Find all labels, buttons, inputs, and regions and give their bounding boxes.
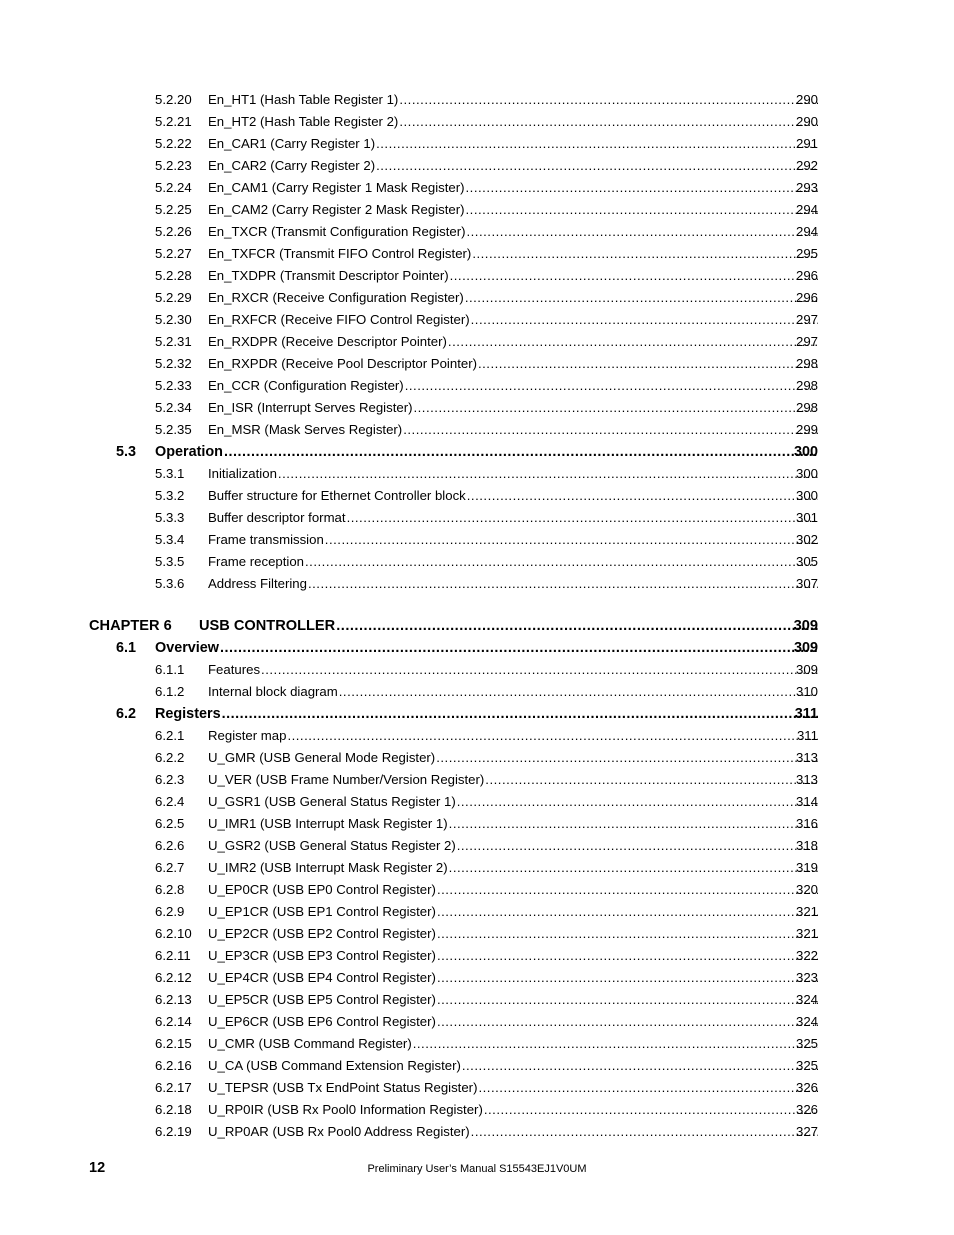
toc-entry-number: 6.2.4 <box>155 794 185 809</box>
dot-leader <box>447 331 818 353</box>
toc-entry-number: 5.2.20 <box>155 92 192 107</box>
toc-entry-title: En_CAR1 (Carry Register 1) <box>208 136 376 151</box>
dot-leader <box>449 265 818 287</box>
page-number: 12 <box>89 1160 106 1176</box>
toc-entry-page: 297 <box>795 334 818 349</box>
dot-leader <box>223 441 818 463</box>
toc-entry-page: 326 <box>795 1102 818 1117</box>
toc-entry-title: Buffer descriptor format <box>208 510 346 525</box>
dot-leader <box>483 1099 818 1121</box>
toc-entry-page: 319 <box>795 860 818 875</box>
toc-entry-title: En_MSR (Mask Serves Register) <box>208 422 403 437</box>
dot-leader <box>436 1011 818 1033</box>
toc-entry-sub[interactable] <box>0 681 954 703</box>
toc-entry-sub[interactable] <box>0 1011 954 1033</box>
toc-entry-title: U_RP0IR (USB Rx Pool0 Information Register) <box>208 1102 483 1117</box>
toc-entry-sub[interactable] <box>0 375 954 397</box>
dot-leader <box>346 507 818 529</box>
toc-entry-number: 6.2.12 <box>155 970 192 985</box>
toc-entry-number: 6.1 <box>116 640 137 656</box>
toc-entry-number: 6.2.18 <box>155 1102 192 1117</box>
toc-entry-sub[interactable] <box>0 879 954 901</box>
toc-entry-title: En_CAM2 (Carry Register 2 Mask Register) <box>208 202 465 217</box>
dot-leader <box>436 945 818 967</box>
toc-entry-title: U_GMR (USB General Mode Register) <box>208 750 436 765</box>
toc-entry-title: Initialization <box>208 466 277 481</box>
page-footer <box>0 1158 954 1182</box>
toc-entry-title: U_GSR1 (USB General Status Register 1) <box>208 794 456 809</box>
toc-entry-page: 313 <box>795 750 818 765</box>
toc-entry-number: 5.2.33 <box>155 378 192 393</box>
toc-entry-page: 324 <box>795 1014 818 1029</box>
toc-entry-page: 316 <box>795 816 818 831</box>
toc-entry-title: U_IMR1 (USB Interrupt Mask Register 1) <box>208 816 448 831</box>
toc-entry-sub[interactable] <box>0 747 954 769</box>
toc-entry-title: En_CAR2 (Carry Register 2) <box>208 158 376 173</box>
dot-leader <box>277 463 818 485</box>
dot-leader <box>484 769 818 791</box>
toc-entry-title: Registers <box>155 706 221 722</box>
toc-entry-sub[interactable] <box>0 287 954 309</box>
toc-entry-page: 313 <box>795 772 818 787</box>
dot-leader <box>338 681 818 703</box>
toc-entry-number: 6.2 <box>116 706 137 722</box>
toc-entry-section[interactable] <box>0 637 954 659</box>
dot-leader <box>464 287 818 309</box>
dot-leader <box>470 309 818 331</box>
toc-entry-page: 300 <box>795 466 818 481</box>
toc-entry-title: Address Filtering <box>208 576 307 591</box>
toc-entry-number: 5.3.6 <box>155 576 185 591</box>
toc-entry-page: 292 <box>795 158 818 173</box>
toc-entry-number: 5.3.1 <box>155 466 185 481</box>
dot-leader <box>436 879 818 901</box>
toc-entry-title: En_RXDPR (Receive Descriptor Pointer) <box>208 334 447 349</box>
document-title: Preliminary User’s Manual S15543EJ1V0UM <box>367 1163 587 1175</box>
toc-entry-number: 6.1.1 <box>155 662 185 677</box>
toc-entry-number: 6.2.11 <box>155 948 191 963</box>
dot-leader <box>477 1077 818 1099</box>
toc-entry-title: Internal block diagram <box>208 684 338 699</box>
dot-leader <box>436 967 818 989</box>
toc-entry-sub[interactable] <box>0 769 954 791</box>
toc-entry-page: 297 <box>795 312 818 327</box>
toc-entry-sub[interactable] <box>0 551 954 573</box>
toc-entry-number: 5.3 <box>116 444 137 460</box>
toc-entry-title: En_HT2 (Hash Table Register 2) <box>208 114 399 129</box>
toc-entry-title: En_RXCR (Receive Configuration Register) <box>208 290 464 305</box>
toc-entry-page: 301 <box>795 510 818 525</box>
toc-entry-section[interactable] <box>0 441 954 463</box>
toc-entry-page: 309 <box>795 662 818 677</box>
dot-leader <box>324 529 818 551</box>
toc-entry-title: En_TXCR (Transmit Configuration Register) <box>208 224 466 239</box>
dot-leader <box>221 703 818 725</box>
toc-entry-sub[interactable] <box>0 265 954 287</box>
dot-leader <box>412 1033 818 1055</box>
toc-entry-title: Buffer structure for Ethernet Controller block <box>208 488 466 503</box>
toc-entry-title: En_TXDPR (Transmit Descriptor Pointer) <box>208 268 449 283</box>
toc-entry-page: 320 <box>795 882 818 897</box>
dot-leader <box>436 989 818 1011</box>
toc-entry-page: 327 <box>795 1124 818 1139</box>
toc-entry-title: U_TEPSR (USB Tx EndPoint Status Register) <box>208 1080 478 1095</box>
toc-entry-page: 321 <box>795 926 818 941</box>
toc-entry-sub[interactable] <box>0 1033 954 1055</box>
toc-entry-number: 6.2.7 <box>155 860 185 875</box>
toc-entry-sub[interactable] <box>0 463 954 485</box>
toc-entry-sub[interactable] <box>0 1121 954 1143</box>
dot-leader <box>436 901 818 923</box>
table-of-contents <box>0 89 954 1143</box>
toc-entry-title: U_EP6CR (USB EP6 Control Register) <box>208 1014 436 1029</box>
toc-entry-sub[interactable] <box>0 199 954 221</box>
dot-leader <box>398 111 818 133</box>
toc-entry-number: 6.2.17 <box>155 1080 192 1095</box>
toc-entry-page: 298 <box>795 400 818 415</box>
toc-entry-title: U_EP4CR (USB EP4 Control Register) <box>208 970 436 985</box>
toc-entry-page: 299 <box>795 422 818 437</box>
toc-entry-number: 6.2.19 <box>155 1124 192 1139</box>
toc-entry-number: 5.2.24 <box>155 180 192 195</box>
toc-entry-page: 309 <box>793 640 818 656</box>
toc-entry-sub[interactable] <box>0 111 954 133</box>
dot-leader <box>260 659 818 681</box>
toc-entry-title: En_CCR (Configuration Register) <box>208 378 404 393</box>
toc-entry-title: U_VER (USB Frame Number/Version Register) <box>208 772 485 787</box>
dot-leader <box>461 1055 818 1077</box>
dot-leader <box>435 747 818 769</box>
toc-entry-number: 5.2.27 <box>155 246 192 261</box>
toc-entry-sub[interactable] <box>0 353 954 375</box>
toc-entry-sub[interactable] <box>0 485 954 507</box>
toc-entry-title: U_CA (USB Command Extension Register) <box>208 1058 461 1073</box>
toc-entry-page: 307 <box>795 576 818 591</box>
toc-entry-title: En_RXFCR (Receive FIFO Control Register) <box>208 312 470 327</box>
toc-entry-sub[interactable] <box>0 177 954 199</box>
toc-entry-page: 290 <box>795 114 818 129</box>
toc-entry-page: 311 <box>794 706 818 722</box>
toc-entry-sub[interactable] <box>0 813 954 835</box>
toc-entry-page: 298 <box>795 356 818 371</box>
dot-leader <box>456 835 818 857</box>
toc-entry-number: 6.2.5 <box>155 816 185 831</box>
toc-entry-sub[interactable] <box>0 309 954 331</box>
toc-entry-title: U_CMR (USB Command Register) <box>208 1036 412 1051</box>
toc-entry-number: 5.2.25 <box>155 202 192 217</box>
dot-leader <box>402 419 818 441</box>
toc-entry-number: 6.2.9 <box>155 904 185 919</box>
toc-entry-number: 6.2.13 <box>155 992 192 1007</box>
dot-leader <box>448 857 818 879</box>
toc-entry-number: CHAPTER 6 <box>89 618 172 634</box>
toc-entry-title: U_EP1CR (USB EP1 Control Register) <box>208 904 436 919</box>
toc-entry-title: Operation <box>155 444 223 460</box>
dot-leader <box>477 353 818 375</box>
dot-leader <box>375 155 818 177</box>
toc-entry-page: 321 <box>795 904 818 919</box>
dot-leader <box>466 485 818 507</box>
dot-leader <box>307 573 818 595</box>
toc-entry-number: 5.2.35 <box>155 422 192 437</box>
toc-entry-sub[interactable] <box>0 1099 954 1121</box>
dot-leader <box>398 89 818 111</box>
toc-entry-sub[interactable] <box>0 1055 954 1077</box>
dot-leader <box>286 725 818 747</box>
toc-entry-page: 311 <box>796 728 818 743</box>
toc-entry-page: 298 <box>795 378 818 393</box>
dot-leader <box>412 397 818 419</box>
toc-entry-page: 323 <box>795 970 818 985</box>
toc-entry-number: 5.3.5 <box>155 554 185 569</box>
toc-entry-number: 5.2.29 <box>155 290 192 305</box>
toc-entry-page: 296 <box>795 268 818 283</box>
toc-entry-sub[interactable] <box>0 1077 954 1099</box>
toc-entry-number: 5.2.31 <box>155 334 192 349</box>
dot-leader <box>436 923 818 945</box>
dot-leader <box>375 133 818 155</box>
dot-leader <box>456 791 818 813</box>
toc-entry-title: U_EP0CR (USB EP0 Control Register) <box>208 882 436 897</box>
toc-entry-number: 5.2.28 <box>155 268 192 283</box>
dot-leader <box>219 637 818 659</box>
toc-entry-number: 6.1.2 <box>155 684 185 699</box>
toc-entry-section[interactable] <box>0 703 954 725</box>
toc-entry-number: 5.3.4 <box>155 532 185 547</box>
dot-leader <box>465 199 819 221</box>
toc-entry-page: 324 <box>795 992 818 1007</box>
toc-entry-number: 6.2.3 <box>155 772 185 787</box>
toc-entry-title: U_EP3CR (USB EP3 Control Register) <box>208 948 436 963</box>
toc-entry-sub[interactable] <box>0 133 954 155</box>
toc-entry-sub[interactable] <box>0 659 954 681</box>
dot-leader <box>465 177 819 199</box>
toc-entry-page: 296 <box>795 290 818 305</box>
toc-entry-sub[interactable] <box>0 967 954 989</box>
toc-entry-title: U_EP2CR (USB EP2 Control Register) <box>208 926 436 941</box>
toc-entry-number: 5.3.2 <box>155 488 185 503</box>
toc-entry-sub[interactable] <box>0 791 954 813</box>
toc-entry-page: 294 <box>795 224 818 239</box>
toc-entry-number: 6.2.15 <box>155 1036 192 1051</box>
toc-entry-sub[interactable] <box>0 221 954 243</box>
toc-entry-title: En_CAM1 (Carry Register 1 Mask Register) <box>208 180 465 195</box>
toc-entry-sub[interactable] <box>0 331 954 353</box>
toc-entry-title: U_GSR2 (USB General Status Register 2) <box>208 838 456 853</box>
toc-entry-page: 295 <box>795 246 818 261</box>
toc-entry-number: 6.2.16 <box>155 1058 192 1073</box>
toc-entry-title: U_IMR2 (USB Interrupt Mask Register 2) <box>208 860 448 875</box>
toc-entry-title: En_ISR (Interrupt Serves Register) <box>208 400 413 415</box>
toc-entry-sub[interactable] <box>0 529 954 551</box>
toc-entry-page: 290 <box>795 92 818 107</box>
toc-entry-sub[interactable] <box>0 901 954 923</box>
dot-leader <box>470 1121 818 1143</box>
toc-entry-number: 6.2.2 <box>155 750 185 765</box>
toc-entry-sub[interactable] <box>0 243 954 265</box>
toc-entry-sub[interactable] <box>0 989 954 1011</box>
toc-entry-number: 5.2.26 <box>155 224 192 239</box>
toc-entry-sub[interactable] <box>0 725 954 747</box>
toc-entry-page: 325 <box>795 1036 818 1051</box>
toc-entry-sub[interactable] <box>0 419 954 441</box>
toc-entry-chapter[interactable] <box>0 615 954 637</box>
toc-entry-page: 325 <box>795 1058 818 1073</box>
toc-entry-number: 6.2.6 <box>155 838 185 853</box>
toc-entry-title: USB CONTROLLER <box>199 618 336 634</box>
toc-entry-page: 305 <box>795 554 818 569</box>
toc-entry-title: En_TXFCR (Transmit FIFO Control Register) <box>208 246 472 261</box>
toc-entry-page: 322 <box>795 948 818 963</box>
toc-entry-page: 302 <box>795 532 818 547</box>
toc-entry-number: 6.2.10 <box>155 926 192 941</box>
toc-entry-number: 5.2.21 <box>155 114 192 129</box>
toc-entry-sub[interactable] <box>0 397 954 419</box>
toc-entry-title: U_RP0AR (USB Rx Pool0 Address Register) <box>208 1124 470 1139</box>
toc-entry-number: 5.2.22 <box>155 136 192 151</box>
toc-entry-page: 309 <box>793 618 818 634</box>
toc-entry-page: 300 <box>793 444 818 460</box>
toc-entry-number: 5.2.30 <box>155 312 192 327</box>
toc-entry-number: 6.2.8 <box>155 882 185 897</box>
toc-entry-sub[interactable] <box>0 857 954 879</box>
toc-entry-sub[interactable] <box>0 923 954 945</box>
toc-entry-sub[interactable] <box>0 155 954 177</box>
toc-entry-number: 5.3.3 <box>155 510 185 525</box>
toc-entry-sub[interactable] <box>0 945 954 967</box>
toc-entry-title: En_RXPDR (Receive Pool Descriptor Pointer) <box>208 356 477 371</box>
toc-entry-sub[interactable] <box>0 89 954 111</box>
toc-entry-page: 326 <box>795 1080 818 1095</box>
toc-entry-number: 6.2.1 <box>155 728 185 743</box>
toc-entry-page: 318 <box>795 838 818 853</box>
toc-entry-number: 5.2.23 <box>155 158 192 173</box>
dot-leader <box>465 221 818 243</box>
toc-entry-page: 293 <box>795 180 818 195</box>
toc-entry-sub[interactable] <box>0 835 954 857</box>
dot-leader <box>471 243 818 265</box>
toc-entry-page: 291 <box>795 136 818 151</box>
toc-entry-title: Features <box>208 662 261 677</box>
toc-entry-title: En_HT1 (Hash Table Register 1) <box>208 92 399 107</box>
toc-entry-title: Frame reception <box>208 554 305 569</box>
toc-entry-number: 5.2.32 <box>155 356 192 371</box>
toc-entry-sub[interactable] <box>0 507 954 529</box>
toc-entry-page: 314 <box>795 794 818 809</box>
dot-leader <box>335 615 818 637</box>
toc-entry-title: Register map <box>208 728 287 743</box>
toc-entry-title: Overview <box>155 640 219 656</box>
toc-entry-page: 310 <box>795 684 818 699</box>
dot-leader <box>304 551 818 573</box>
toc-entry-title: U_EP5CR (USB EP5 Control Register) <box>208 992 436 1007</box>
toc-entry-number: 5.2.34 <box>155 400 192 415</box>
toc-entry-title: Frame transmission <box>208 532 324 547</box>
dot-leader <box>448 813 818 835</box>
toc-entry-number: 6.2.14 <box>155 1014 192 1029</box>
toc-entry-page: 294 <box>795 202 818 217</box>
dot-leader <box>404 375 818 397</box>
toc-entry-page: 300 <box>795 488 818 503</box>
toc-entry-sub[interactable] <box>0 573 954 595</box>
